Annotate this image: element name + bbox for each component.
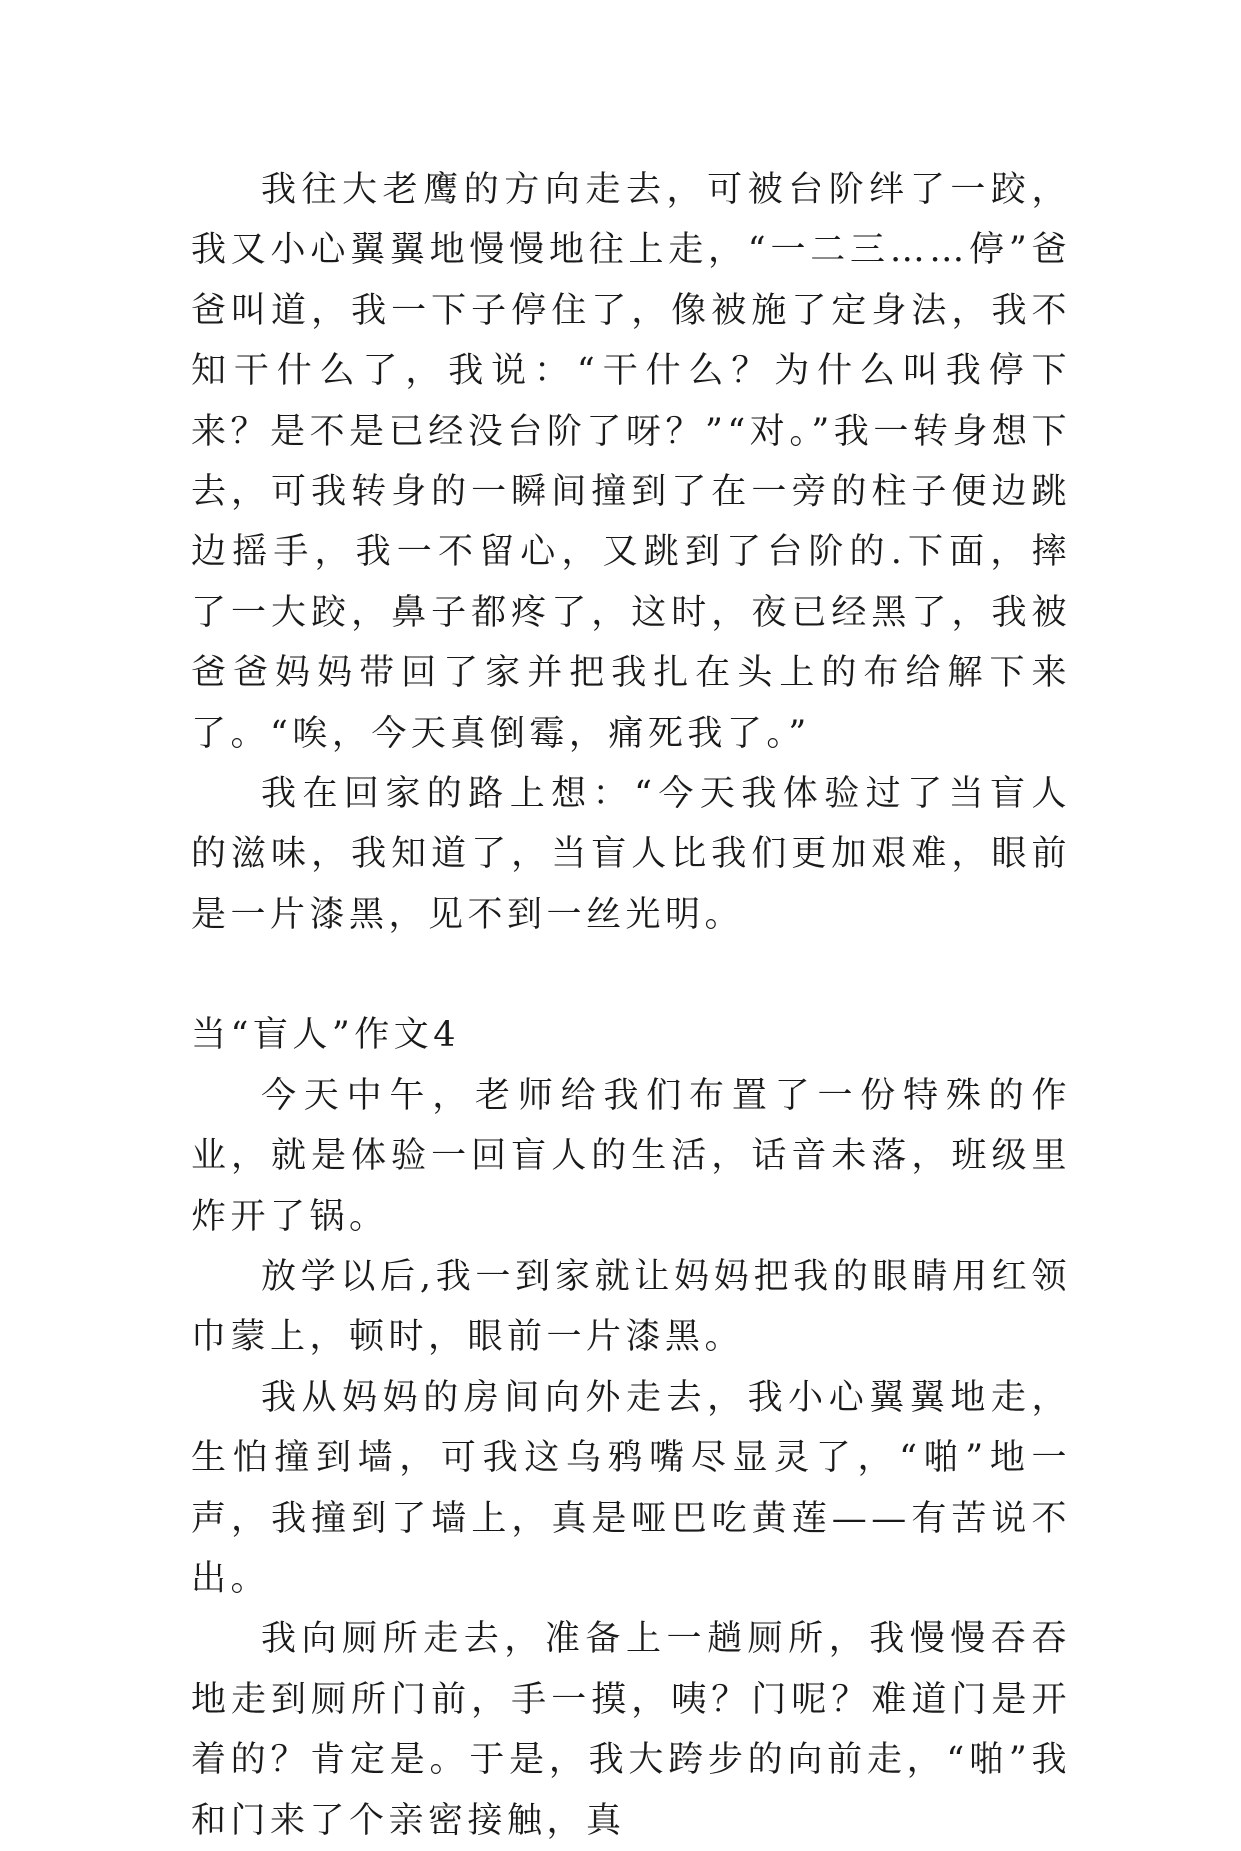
paragraph: 放学以后,我一到家就让妈妈把我的眼睛用红领巾蒙上，顿时，眼前一片漆黑。 <box>191 1256 1071 1358</box>
document-body <box>191 160 1071 1851</box>
paragraph: 我往大老鹰的方向走去，可被台阶绊了一跤，我又小心翼翼地慢慢地往上走，“一二三……停”爸爸叫道，我一下子停住了，像被施了定身法，我不知干什么了，我说：“干什么？为什么叫我停下来？是不是已经没台阶了呀？”“对。”我一转身想下去，可我转身的一瞬间撞到了在一旁的柱子便边跳边摇手，我一不留心，又跳到了台阶的.下面，摔了一大跤，鼻子都疼了，这时，夜已经黑了，我被爸爸妈妈带回了家并把我扎在头上的布给解下来了。“唉，今天真倒霉，痛死我了。” <box>191 170 1071 754</box>
section-spacer <box>191 945 1071 1005</box>
paragraph: 我向厕所走去，准备上一趟厕所，我慢慢吞吞地走到厕所门前，手一摸，咦？门呢？难道门是开着的？肯定是。于是，我大跨步的向前走，“啪”我和门来了个亲密接触，真 <box>191 1619 1071 1841</box>
paragraph: 我在回家的路上想：“今天我体验过了当盲人的滋味，我知道了，当盲人比我们更加艰难，眼前是一片漆黑，见不到一丝光明。 <box>191 774 1071 935</box>
paragraph: 我从妈妈的房间向外走去，我小心翼翼地走，生怕撞到墙，可我这乌鸦嘴尽显灵了，“啪”地一声，我撞到了墙上，真是哑巴吃黄莲——有苦说不出。 <box>191 1377 1071 1599</box>
paragraph: 今天中午，老师给我们布置了一份特殊的作业，就是体验一回盲人的生活，话音未落，班级里炸开了锅。 <box>191 1075 1071 1237</box>
section-title: 当“盲人”作文4 <box>191 1015 461 1056</box>
